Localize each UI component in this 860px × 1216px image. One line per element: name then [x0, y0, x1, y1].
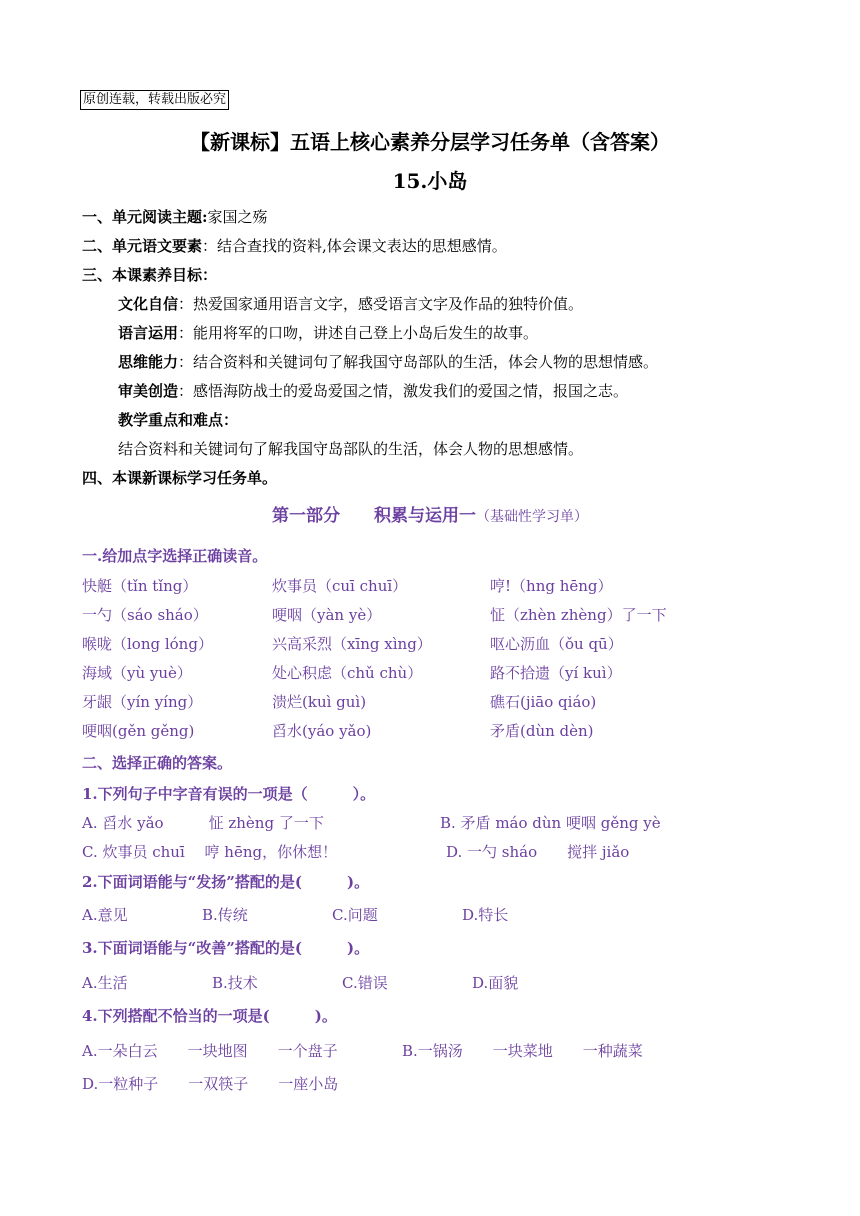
q1-option-c: C. 炊事员 chuī 哼 hēng，你休想！: [82, 843, 338, 861]
q3-option-b: B.技术: [212, 974, 258, 992]
section-1: 一、单元阅读主题:家国之殇: [82, 208, 268, 226]
pinyin-item: 呕心沥血（ǒu qū）: [490, 635, 623, 653]
pinyin-item: 怔（zhèn zhèng）了一下: [490, 606, 667, 624]
q4-option-d: D.一粒种子 一双筷子 一座小岛: [82, 1075, 339, 1093]
pinyin-item: 舀水(yáo yǎo): [272, 722, 372, 740]
pinyin-item: 哽咽(gěn gěng): [82, 722, 195, 740]
question-3-stem: 3.下面词语能与“改善”搭配的是( )。: [82, 939, 370, 957]
pinyin-item: 炊事员（cuī chuī）: [272, 577, 408, 595]
pinyin-item: 哽咽（yàn yè）: [272, 606, 382, 624]
pinyin-item: 海域（yù yuè）: [82, 664, 192, 682]
q3-option-a: A.生活: [82, 974, 128, 992]
q3-option-d: D.面貌: [472, 974, 519, 992]
q2-option-c: C.问题: [332, 906, 378, 924]
key-points-head: 教学重点和难点：: [118, 411, 239, 429]
goal-culture: 文化自信：热爱国家通用语言文字，感受语言文字及作品的独特价值。: [118, 295, 584, 313]
lesson-title: 15.小岛: [392, 169, 468, 193]
pinyin-item: 礁石(jiāo qiáo): [490, 693, 597, 711]
section-3: 三、本课素养目标：: [82, 266, 218, 284]
pinyin-item: 处心积虑（chǔ chù）: [272, 664, 423, 682]
question-4-stem: 4.下列搭配不恰当的一项是( )。: [82, 1007, 337, 1025]
q1-option-d: D. 一勺 sháo 搅拌 jiǎo: [446, 843, 630, 861]
pinyin-item: 溃烂(kuì guì): [272, 693, 367, 711]
q2-option-b: B.传统: [202, 906, 248, 924]
pinyin-question-heading: 一.给加点字选择正确读音。: [82, 547, 268, 565]
question-1-stem: 1.下列句子中字音有误的一项是（ ）。: [82, 785, 376, 803]
q3-option-c: C.错误: [342, 974, 388, 992]
pinyin-item: 哼!（hng hēng）: [490, 577, 613, 595]
goal-thinking: 思维能力：结合资料和关键词句了解我国守岛部队的生活，体会人物的思想情感。: [118, 353, 659, 371]
pinyin-item: 兴高采烈（xīng xìng）: [272, 635, 432, 653]
q1-option-b: B. 矛盾 máo dùn 哽咽 gěng yè: [440, 814, 661, 832]
q1-option-a: A. 舀水 yǎo 怔 zhèng 了一下: [82, 814, 324, 832]
part-one-heading: 第一部分 积累与运用一（基础性学习单）: [272, 506, 588, 526]
q2-option-d: D.特长: [462, 906, 509, 924]
goal-aesthetic: 审美创造：感悟海防战士的爱岛爱国之情，激发我们的爱国之情，报国之志。: [118, 382, 629, 400]
q2-option-a: A.意见: [82, 906, 128, 924]
pinyin-item: 路不拾遗（yí kuì）: [490, 664, 622, 682]
section-4: 四、本课新课标学习任务单。: [82, 469, 278, 487]
goal-language: 语言运用：能用将军的口吻，讲述自己登上小岛后发生的故事。: [118, 324, 539, 342]
q4-option-b: B.一锅汤 一块菜地 一种蔬菜: [402, 1042, 643, 1060]
pinyin-item: 快艇（tǐn tǐng）: [82, 577, 198, 595]
page-title: 【新课标】五语上核心素养分层学习任务单（含答案）: [190, 130, 670, 154]
key-points-text: 结合资料和关键词句了解我国守岛部队的生活，体会人物的思想感情。: [118, 440, 584, 458]
copyright-stamp: 原创连载，转载出版必究: [80, 90, 229, 110]
q4-option-a: A.一朵白云 一块地图 一个盘子: [82, 1042, 338, 1060]
pinyin-item: 矛盾(dùn dèn): [490, 722, 594, 740]
pinyin-item: 牙龈（yín yíng）: [82, 693, 203, 711]
pinyin-item: 一勺（sáo sháo）: [82, 606, 208, 624]
question-2-stem: 2.下面词语能与“发扬”搭配的是( )。: [82, 873, 370, 891]
pinyin-item: 喉咙（long lóng）: [82, 635, 213, 653]
choice-section-heading: 二、选择正确的答案。: [82, 754, 233, 772]
section-2: 二、单元语文要素：结合查找的资料,体会课文表达的思想感情。: [82, 237, 507, 255]
